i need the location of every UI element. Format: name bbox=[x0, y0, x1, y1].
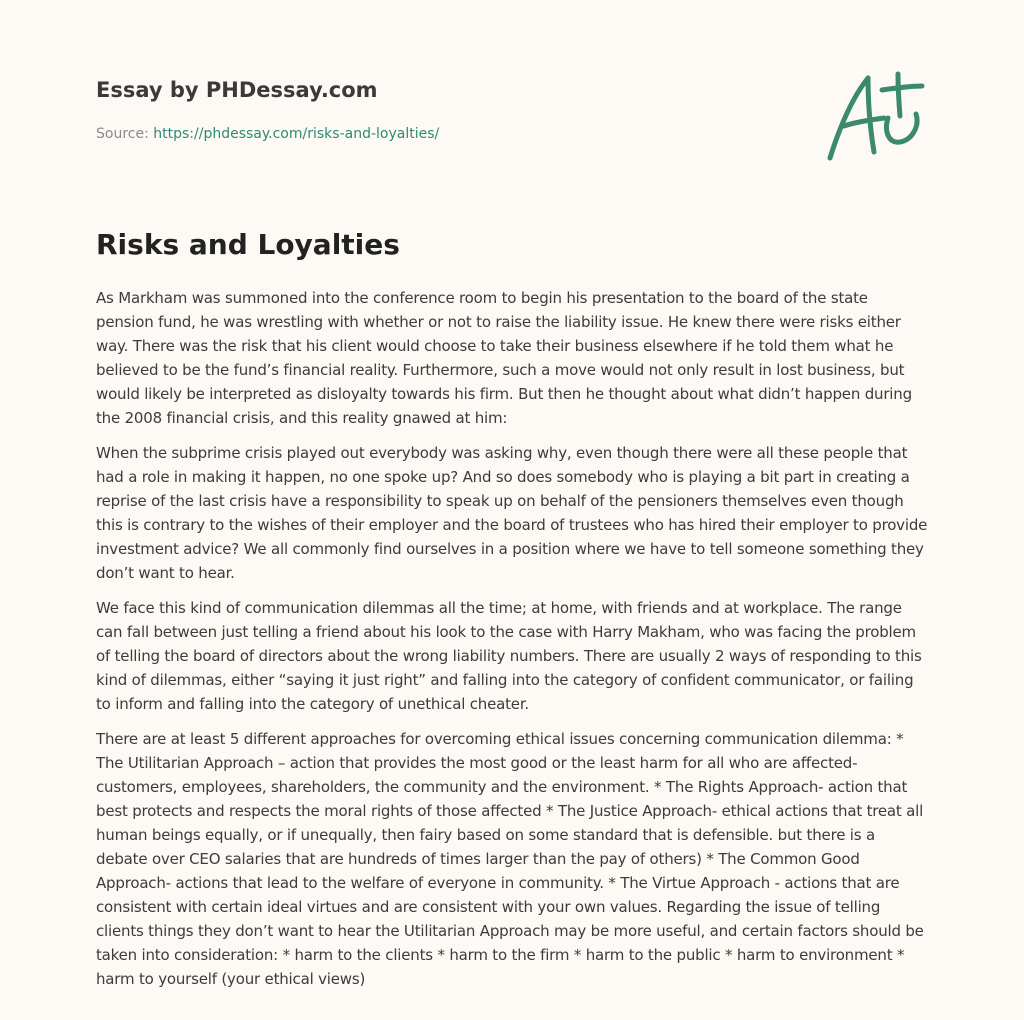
article-paragraph: We face this kind of communication dilemmas all the time; at home, with friends and at workplace. The range can fall between just telling a friend about his look to the case with Harry Makham, who was facing the problem of telling the board of directors about the wrong liability numbers. There are usually 2 ways of responding to this kind of dilemmas, either “saying it just right” and falling into the category of confident communicator, or failing to inform and falling into the category of unethical cheater. bbox=[96, 599, 922, 713]
source-link[interactable]: https://phdessay.com/risks-and-loyalties/ bbox=[153, 126, 440, 142]
source-line bbox=[96, 124, 796, 144]
site-title: Essay by PHDessay.com bbox=[96, 78, 378, 102]
article-paragraph: When the subprime crisis played out everybody was asking why, even though there were all these people that had a role in making it happen, no one spoke up? And so does somebody who is playing a bit part in creating a reprise of the last crisis have a responsibility to speak up on behalf of the pensioners themselves even though this is contrary to the wishes of their employer and the board of trustees who has hired their employer to provide investment advice? We all commonly find ourselves in a position where we have to tell someone something they don’t want to hear. bbox=[96, 444, 928, 582]
article bbox=[96, 226, 928, 1002]
essay-header bbox=[96, 76, 796, 144]
a-plus-grade-icon bbox=[822, 66, 932, 166]
page-title: Risks and Loyalties bbox=[96, 228, 400, 261]
article-paragraph: There are at least 5 different approaches for overcoming ethical issues concerning communication dilemma: * The Utilitarian Approach – action that provides the most good or the least harm for all who are affected- customers, employees, shareholders, the community and the environment. * The Rights Approach- action that best protects and respects the moral rights of those affected * The Justice Approach- ethical actions that treat all human beings equally, or if unequally, then fairy based on some standard that is defensible. but there is a debate over CEO salaries that are hundreds of times larger than the pay of others) * The Common Good Approach- actions that lead to the welfare of everyone in community. * The Virtue Approach - actions that are consistent with certain ideal virtues and are consistent with your own values. Regarding the issue of telling clients things they don’t want to hear the Utilitarian Approach may be more useful, and certain factors should be taken into consideration: * harm to the clients * harm to the firm * harm to the public * harm to environment * harm to yourself (your ethical views) bbox=[96, 730, 924, 988]
source-label: Source: bbox=[96, 126, 154, 142]
article-paragraph: As Markham was summoned into the conference room to begin his presentation to the board of the state pension fund, he was wrestling with whether or not to raise the liability issue. He knew there were risks either way. There was the risk that his client would choose to take their business elsewhere if he told them what he believed to be the fund’s financial reality. Furthermore, such a move would not only result in lost business, but would likely be interpreted as disloyalty towards his firm. But then he thought about what didn’t happen during the 2008 financial crisis, and this reality gnawed at him: bbox=[96, 289, 912, 427]
